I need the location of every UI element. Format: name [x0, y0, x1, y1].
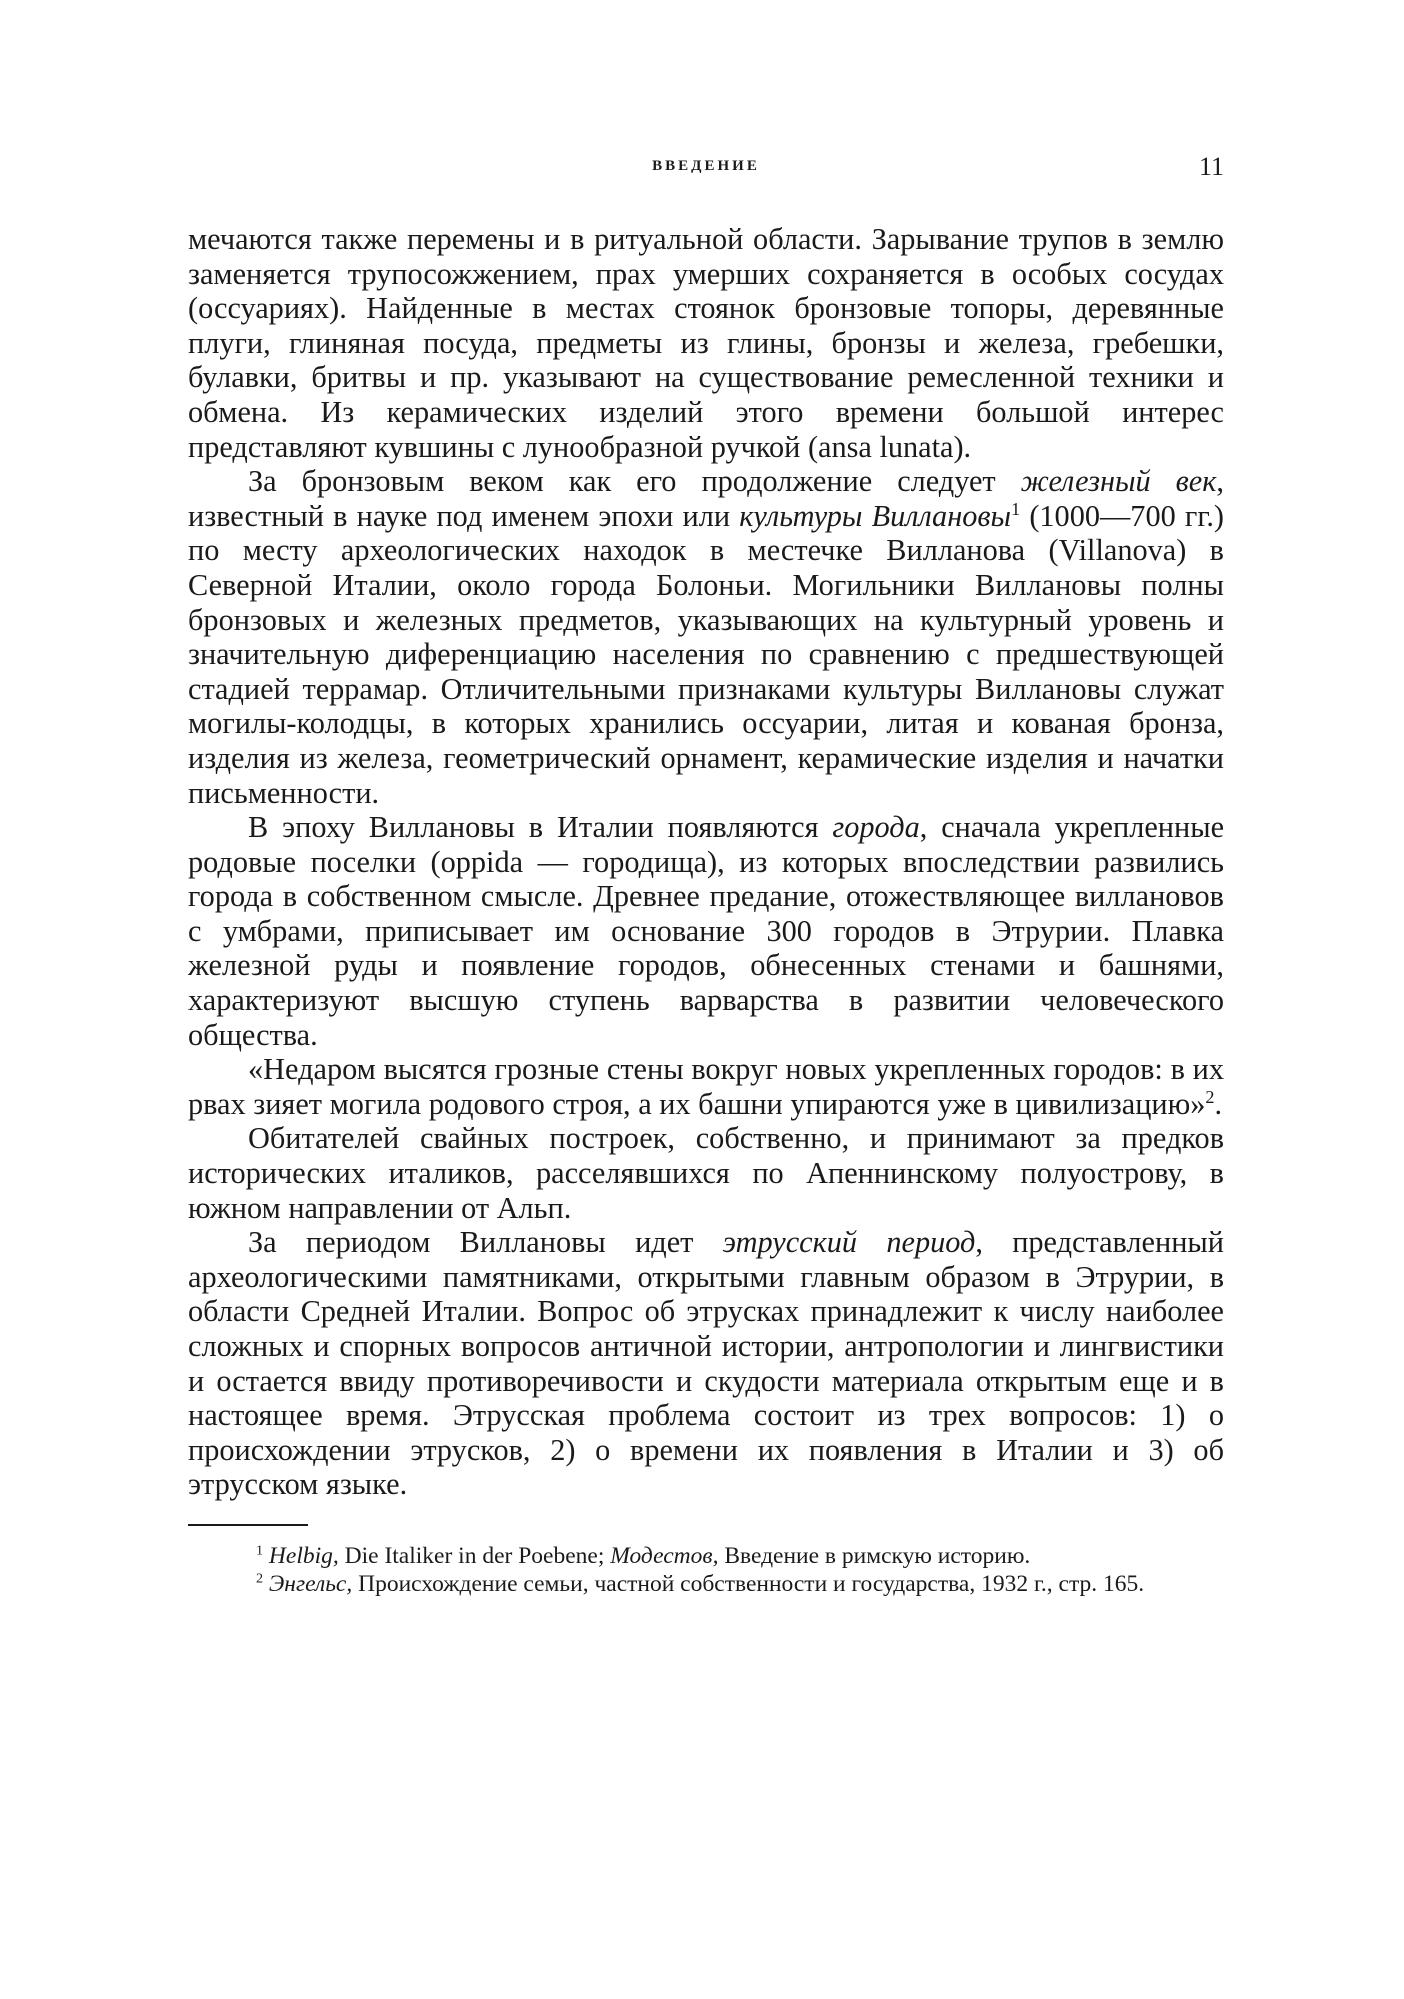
footnote-text: Введение в римскую историю. [718, 1542, 1031, 1569]
page-number: 11 [1198, 152, 1224, 181]
text-run: . [1214, 1086, 1223, 1121]
text-run: , представленный археологическими памятниками, открытыми главным образом в Этрурии, в области Средней Италии. Вопрос об этрусках принадлежит к числу наиболее сложных и спорных вопросов античной истории, антропологии и лингвистики и остается ввиду противоречивости и скудости материала открытым еще и в настоящее время. Этрусская проблема состоит из трех вопросов: 1) о происхождении этрусков, 2) о времени их появления в Италии и 3) об этрусском языке. [188, 1225, 1224, 1502]
footnote-author: Модестов, [610, 1542, 719, 1569]
italic-term-etruscan-period: этрусский период [722, 1225, 976, 1260]
paragraph-cities [188, 810, 1224, 1052]
book-page [188, 152, 1224, 1599]
paragraph-etruscan-period [188, 1225, 1224, 1502]
footnote-separator [188, 1524, 308, 1526]
footnote-author: Helbig, [268, 1542, 339, 1569]
text-run: , сначала укрепленные родовые поселки (oppida — городища), из которых впоследствии развились города в собственном смысле. Древнее предание, отожествляющее виллановов с умбрами, приписывает им основание 300 городов в Этрурии. Плавка железной руды и появление городов, обнесенных стенами и башнями, характеризуют высшую ступень варварства в развитии человеческого общества. [188, 810, 1225, 1052]
text-run: , известный в науке под именем эпохи или [188, 464, 1224, 533]
footnote-ref-2[interactable]: 2 [1205, 1086, 1215, 1107]
paragraph-iron-age [188, 464, 1224, 810]
footnote-2 [188, 1570, 1224, 1599]
paragraph-quote [188, 1052, 1224, 1121]
text-run: (1000—700 гг.) по месту археологических находок в местечке Вилланова (Villanova) в Северной Италии, около города Болоньи. Могильники Виллановы полны бронзовых и железных предметов, указывающих на культурный уровень и значительную диференциацию населения по сравнению с предшествующей стадией террамар. Отличительными признаками культуры Виллановы служат могилы-колодцы, в которых хранились оссуарии, литая и кованая бронза, изделия из железа, геометрический орнамент, керамические изделия и начатки письменности. [188, 498, 1225, 810]
paragraph-pile-dwellers: Обитателей свайных построек, собственно, и принимают за предков исторических италиков, расселявшихся по Апеннинскому полуострову, в южном направлении от Альп. [188, 1121, 1224, 1225]
footnote-author: Энгельс, [268, 1571, 353, 1598]
footnote-text: Die Italiker in der Poebene; [338, 1542, 611, 1569]
footnote-mark-1: 1 [256, 1542, 264, 1559]
running-title: ВВЕДЕНИЕ [652, 158, 760, 174]
text-run: За бронзовым веком как его продолжение следует [248, 464, 1021, 499]
quote-text: «Недаром высятся грозные стены вокруг новых укрепленных городов: в их рвах зияет могила родового строя, а их башни упираются уже в цивилизацию» [188, 1052, 1224, 1121]
italic-term-cities: города [832, 810, 920, 845]
footnote-text: Происхождение семьи, частной собственности и государства, 1932 г., стр. 165. [352, 1571, 1145, 1598]
footnote-1 [188, 1542, 1224, 1571]
page-header [188, 152, 1224, 192]
italic-term-villanova-culture: культуры Виллановы [739, 498, 1012, 533]
footnote-ref-1[interactable]: 1 [1011, 498, 1021, 519]
footnote-mark-2: 2 [256, 1571, 264, 1588]
italic-term-iron-age: железный век [1020, 464, 1217, 499]
footnotes [188, 1542, 1224, 1599]
text-run: За периодом Виллановы идет [248, 1225, 723, 1260]
paragraph-ritual-changes: мечаются также перемены и в ритуальной области. Зарывание трупов в землю заменяется трупосожжением, прах умерших сохраняется в особых сосудах (оссуариях). Найденные в местах стоянок бронзовые топоры, деревянные плуги, глиняная посуда, предметы из глины, бронзы и железа, гребешки, булавки, бритвы и пр. указывают на существование ремесленной техники и обмена. Из керамических изделий этого времени большой интерес представляют кувшины с лунообразной ручкой (ansa lunata). [188, 222, 1224, 464]
main-text [188, 222, 1224, 1502]
text-run: В эпоху Виллановы в Италии появляются [248, 810, 833, 845]
